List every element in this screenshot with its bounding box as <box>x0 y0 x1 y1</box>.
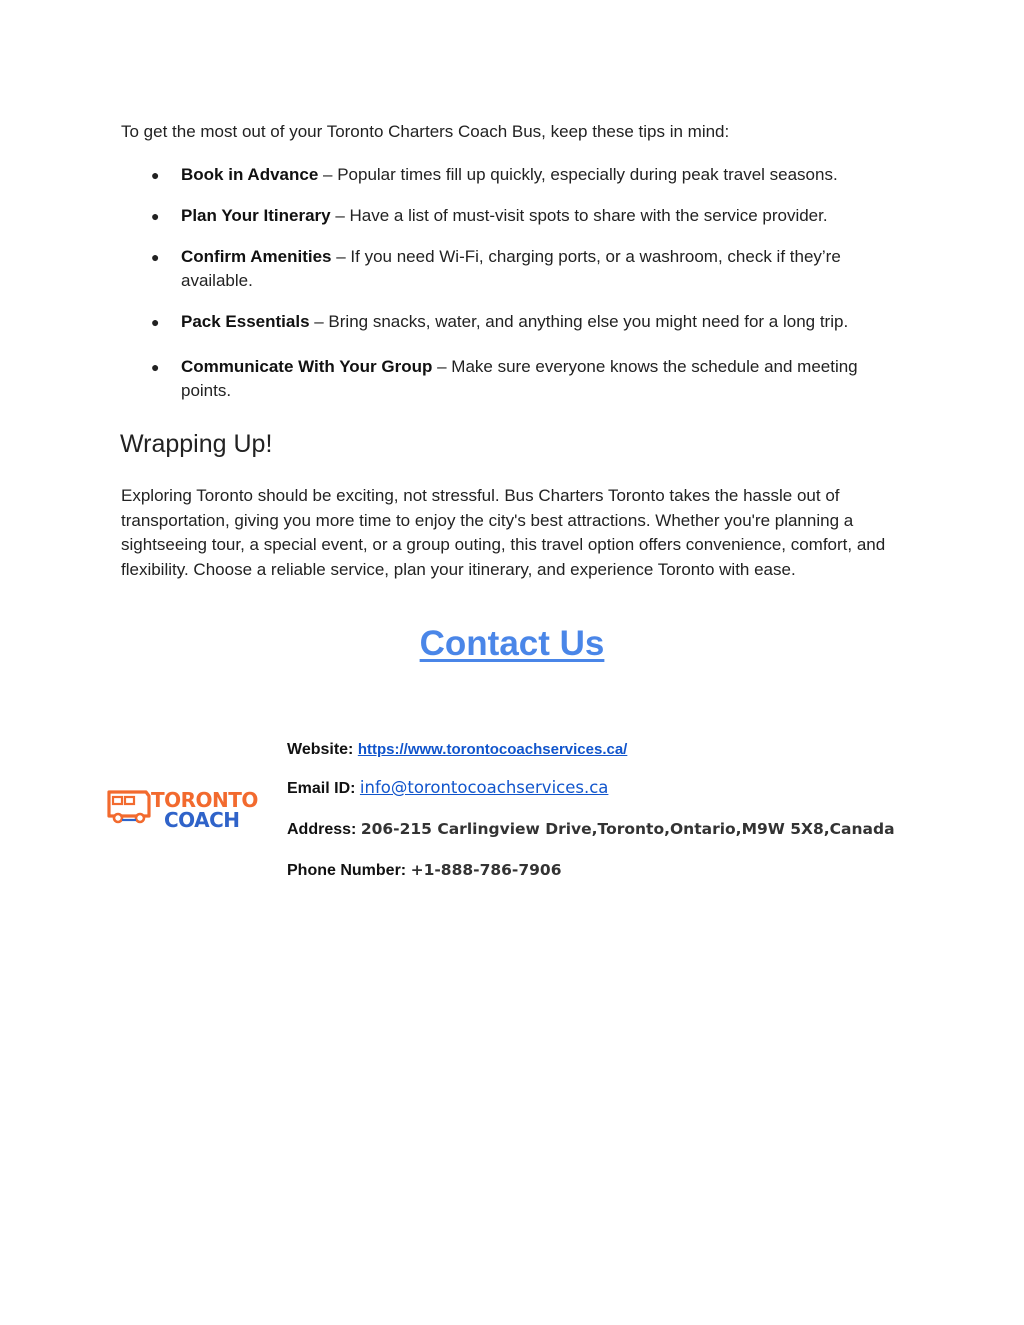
phone-label: Phone Number: <box>287 862 407 879</box>
bullet-icon: ● <box>151 167 160 183</box>
email-row <box>287 777 608 800</box>
list-item <box>121 245 911 293</box>
bullet-icon: ● <box>151 249 160 265</box>
tip-text: – Bring snacks, water, and anything else you might need for a long trip. <box>309 312 849 331</box>
logo-line2: COACH <box>164 808 240 830</box>
bullet-icon: ● <box>151 314 160 330</box>
tip-title: Communicate With Your Group <box>181 357 433 376</box>
bullet-icon: ● <box>151 359 160 375</box>
tip-title: Pack Essentials <box>181 312 310 331</box>
contact-us-link[interactable]: Contact Us <box>419 624 605 663</box>
website-link[interactable]: https://www.torontocoachservices.ca/ <box>357 741 628 758</box>
tip-text: – Have a list of must-visit spots to share with the service provider. <box>330 206 828 225</box>
email-label: Email ID: <box>287 780 356 797</box>
address-row <box>287 818 895 841</box>
tips-list <box>121 163 911 420</box>
list-item <box>121 204 911 228</box>
list-item <box>121 163 911 187</box>
tip-title: Confirm Amenities <box>181 247 332 266</box>
logo-line1: TORONTO <box>151 788 258 812</box>
list-item <box>121 310 911 334</box>
phone-value: +1-888-786-7906 <box>410 861 562 879</box>
toronto-coach-logo <box>106 786 266 830</box>
address-label: Address: <box>287 821 357 838</box>
contact-title <box>0 624 1024 664</box>
section-heading: Wrapping Up! <box>120 430 273 458</box>
bus-icon <box>109 792 149 822</box>
tip-text: – Make sure everyone knows the schedule and meeting points. <box>181 357 858 400</box>
tip-text: – If you need Wi-Fi, charging ports, or a washroom, check if they’re available. <box>181 247 841 290</box>
list-item <box>121 355 911 403</box>
body-paragraph: Exploring Toronto should be exciting, not stressful. Bus Charters Toronto takes the hassle out of transportation, giving you more time to enjoy the city's best attractions. Whether you're planning a sightseeing tour, a special event, or a group outing, this travel option offers convenience, comfort, and flexibility. Choose a reliable service, plan your itinerary, and experience Toronto with ease. <box>121 486 886 579</box>
tip-title: Book in Advance <box>181 165 319 184</box>
intro-text: To get the most out of your Toronto Charters Coach Bus, keep these tips in mind: <box>121 122 730 141</box>
website-row <box>287 739 627 761</box>
website-label: Website: <box>287 741 354 758</box>
bullet-icon: ● <box>151 208 160 224</box>
tip-text: – Popular times fill up quickly, especially during peak travel seasons. <box>318 165 838 184</box>
phone-row <box>287 859 562 882</box>
address-value: 206-215 Carlingview Drive,Toronto,Ontario,M9W 5X8,Canada <box>360 820 895 838</box>
tip-title: Plan Your Itinerary <box>181 206 331 225</box>
email-link[interactable]: info@torontocoachservices.ca <box>359 778 609 797</box>
